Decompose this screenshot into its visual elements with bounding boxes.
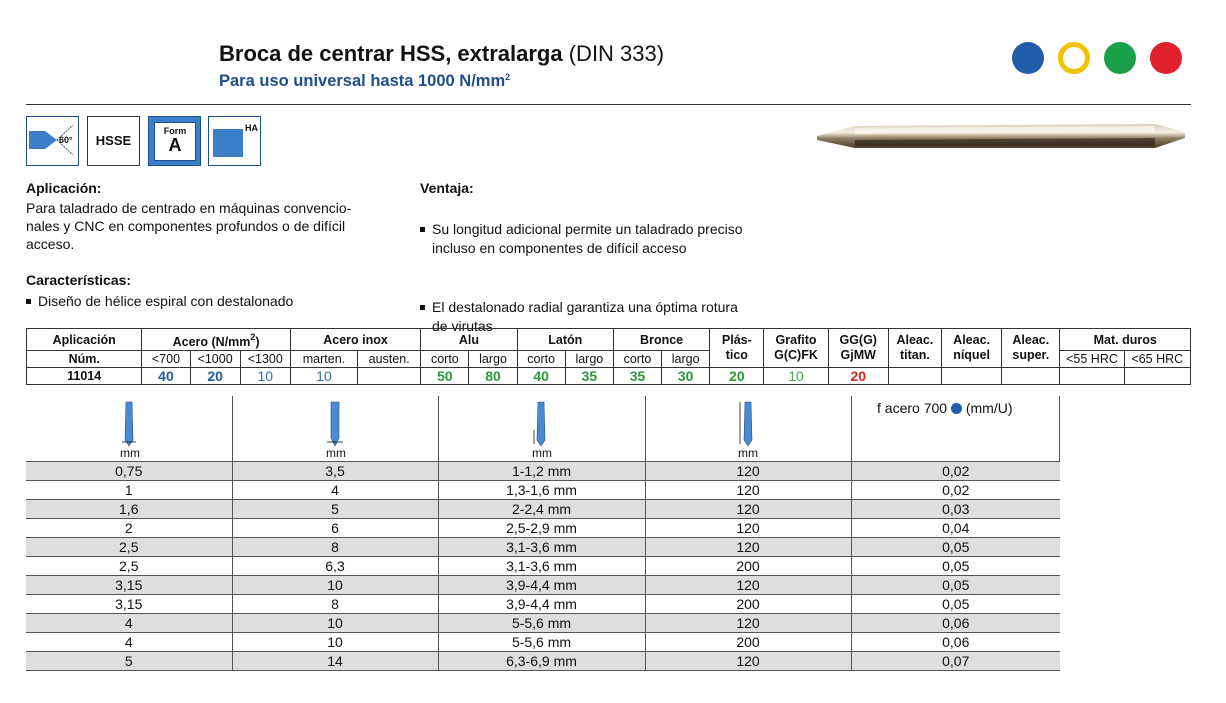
table-cell: 0,02 bbox=[851, 462, 1060, 481]
col-aplicacion: Aplicación bbox=[27, 329, 142, 351]
sub-1300: <1300 bbox=[240, 351, 290, 368]
sub-laton-corto: corto bbox=[517, 351, 565, 368]
sub-austen: austen. bbox=[358, 351, 421, 368]
drill-bit-image bbox=[815, 118, 1190, 170]
table-cell: 3,9-4,4 mm bbox=[438, 595, 645, 614]
col-bronce: Bronce bbox=[613, 329, 709, 351]
table-cell: 4 bbox=[26, 614, 232, 633]
super-l2: super. bbox=[1012, 348, 1050, 362]
table-cell: 3,15 bbox=[26, 595, 232, 614]
col-divider bbox=[645, 396, 646, 461]
val-austen bbox=[358, 368, 421, 385]
table-row bbox=[26, 481, 1060, 500]
table-cell: 3,15 bbox=[26, 576, 232, 595]
sub-alu-largo: largo bbox=[469, 351, 517, 368]
feed-unit: (mm/U) bbox=[965, 400, 1013, 416]
val-niquel bbox=[942, 368, 1002, 385]
val-grafito: 10 bbox=[764, 368, 828, 385]
table-cell: 1 bbox=[26, 481, 232, 500]
val-acero-1300: 10 bbox=[240, 368, 290, 385]
val-55hrc bbox=[1060, 368, 1124, 385]
table-row bbox=[26, 633, 1060, 652]
table-cell: 6,3-6,9 mm bbox=[438, 652, 645, 671]
advantage-heading: Ventaja: bbox=[420, 180, 474, 196]
table-row bbox=[26, 557, 1060, 576]
table-cell: 120 bbox=[645, 519, 851, 538]
application-table bbox=[26, 328, 1191, 385]
table-cell: 0,05 bbox=[851, 538, 1060, 557]
col-grafito bbox=[764, 329, 828, 368]
shank-label: HA bbox=[245, 123, 258, 133]
table-cell: 5 bbox=[232, 500, 438, 519]
table-row bbox=[26, 538, 1060, 557]
table-cell: 5-5,6 mm bbox=[438, 633, 645, 652]
grafito-l1: Grafito bbox=[775, 333, 817, 347]
table-cell: 0,03 bbox=[851, 500, 1060, 519]
acero-close: ) bbox=[255, 335, 260, 349]
table-cell: 8 bbox=[232, 538, 438, 557]
table-cell: 2-2,4 mm bbox=[438, 500, 645, 519]
table-cell: 1-1,2 mm bbox=[438, 462, 645, 481]
col-alu: Alu bbox=[421, 329, 517, 351]
sub-marten: marten. bbox=[290, 351, 357, 368]
sub-laton-largo: largo bbox=[565, 351, 613, 368]
drill-body-diameter-icon bbox=[324, 400, 346, 448]
col-divider bbox=[851, 396, 852, 461]
application-line: nales y CNC en componentes profundos o de difícil bbox=[26, 218, 346, 234]
grafito-l2: G(C)FK bbox=[774, 348, 818, 362]
col-titan bbox=[888, 329, 941, 368]
sub-55hrc: <55 HRC bbox=[1060, 351, 1124, 368]
val-laton-largo: 35 bbox=[565, 368, 613, 385]
table-cell: 2,5 bbox=[26, 557, 232, 576]
page-subtitle bbox=[219, 72, 510, 91]
feature-item: Diseño de hélice espiral con destalonado bbox=[26, 292, 1226, 311]
table-cell: 10 bbox=[232, 576, 438, 595]
table-cell: 120 bbox=[645, 500, 851, 519]
val-super bbox=[1002, 368, 1060, 385]
table-row bbox=[26, 614, 1060, 633]
niquel-l2: níquel bbox=[953, 348, 990, 362]
table-cell: 120 bbox=[645, 481, 851, 500]
table-row bbox=[26, 500, 1060, 519]
table-cell: 0,06 bbox=[851, 614, 1060, 633]
application-heading: Aplicación: bbox=[26, 180, 102, 196]
table-cell: 4 bbox=[232, 481, 438, 500]
val-acero-1000: 20 bbox=[190, 368, 240, 385]
form-letter: A bbox=[168, 135, 182, 155]
drill-tip-length-icon bbox=[530, 400, 552, 448]
titan-l2: titan. bbox=[899, 348, 930, 362]
table-cell: 3,9-4,4 mm bbox=[438, 576, 645, 595]
table-cell: 120 bbox=[645, 462, 851, 481]
subtitle-text: Para uso universal hasta 1000 N/mm bbox=[219, 72, 506, 90]
unit-mm: mm bbox=[738, 446, 758, 460]
table-cell: 0,06 bbox=[851, 633, 1060, 652]
table-cell: 0,05 bbox=[851, 557, 1060, 576]
row-num: 11014 bbox=[27, 368, 142, 385]
val-titan bbox=[888, 368, 941, 385]
red-dot-icon bbox=[1150, 42, 1182, 74]
gg-l2: GjMW bbox=[840, 348, 876, 362]
sub-bronce-largo: largo bbox=[662, 351, 710, 368]
table-cell: 4 bbox=[26, 633, 232, 652]
super-l1: Aleac. bbox=[1012, 333, 1050, 347]
col-duros: Mat. duros bbox=[1060, 329, 1191, 351]
blue-dot-icon bbox=[1012, 42, 1044, 74]
title-din: (DIN 333) bbox=[568, 41, 665, 66]
val-65hrc bbox=[1124, 368, 1190, 385]
application-text bbox=[26, 199, 406, 253]
val-acero-700: 40 bbox=[142, 368, 190, 385]
page-title bbox=[219, 41, 664, 67]
title-main: Broca de centrar HSS, extralarga bbox=[219, 41, 563, 66]
advantage-line: de virutas bbox=[432, 318, 493, 334]
val-alu-corto: 50 bbox=[421, 368, 469, 385]
drill-tip-diameter-icon bbox=[118, 400, 140, 448]
feed-label: f acero 700 bbox=[877, 400, 948, 416]
table-row bbox=[26, 576, 1060, 595]
hsse-icon bbox=[87, 116, 140, 166]
table-cell: 200 bbox=[645, 633, 851, 652]
val-marten: 10 bbox=[290, 368, 357, 385]
val-alu-largo: 80 bbox=[469, 368, 517, 385]
niquel-l1: Aleac. bbox=[953, 333, 991, 347]
header-divider bbox=[26, 104, 1191, 105]
val-gg: 20 bbox=[828, 368, 888, 385]
table-row bbox=[26, 519, 1060, 538]
application-line: Para taladrado de centrado en máquinas convencio- bbox=[26, 200, 352, 216]
col-acero bbox=[142, 329, 290, 351]
yellow-ring-icon bbox=[1058, 42, 1090, 74]
table-cell: 10 bbox=[232, 614, 438, 633]
form-label: Form bbox=[163, 126, 187, 136]
table-cell: 2,5-2,9 mm bbox=[438, 519, 645, 538]
table-cell: 0,02 bbox=[851, 481, 1060, 500]
application-line: acceso. bbox=[26, 236, 75, 252]
advantage-line: Su longitud adicional permite un taladrado preciso bbox=[432, 221, 743, 237]
table-cell: 1,3-1,6 mm bbox=[438, 481, 645, 500]
acero-label: Acero (N/mm bbox=[172, 335, 251, 349]
subtitle-sup: 2 bbox=[505, 72, 511, 82]
plastico-l2: tico bbox=[725, 348, 748, 362]
angle-label: 60° bbox=[59, 135, 73, 145]
features-heading: Características: bbox=[26, 272, 132, 288]
table-cell: 6 bbox=[232, 519, 438, 538]
sub-700: <700 bbox=[142, 351, 190, 368]
sub-alu-corto: corto bbox=[421, 351, 469, 368]
col-num: Núm. bbox=[27, 351, 142, 368]
table-cell: 200 bbox=[645, 557, 851, 576]
sub-65hrc: <65 HRC bbox=[1124, 351, 1190, 368]
table-cell: 6,3 bbox=[232, 557, 438, 576]
table-cell: 2,5 bbox=[26, 538, 232, 557]
table-cell: 2 bbox=[26, 519, 232, 538]
steel-blue-dot-icon bbox=[951, 403, 962, 414]
acero-sup: 2 bbox=[250, 332, 256, 342]
advantage-line: El destalonado radial garantiza una óptima rotura bbox=[432, 299, 738, 315]
col-niquel bbox=[942, 329, 1002, 368]
form-a-icon bbox=[148, 116, 201, 166]
table-cell: 0,05 bbox=[851, 576, 1060, 595]
col-plastico bbox=[710, 329, 764, 368]
col-inox: Acero inox bbox=[290, 329, 420, 351]
col-gg bbox=[828, 329, 888, 368]
table-cell: 5-5,6 mm bbox=[438, 614, 645, 633]
table-cell: 120 bbox=[645, 576, 851, 595]
gg-l1: GG(G) bbox=[839, 333, 877, 347]
drill-total-length-icon bbox=[736, 400, 758, 448]
val-plastico: 20 bbox=[710, 368, 764, 385]
sub-bronce-corto: corto bbox=[613, 351, 661, 368]
col-divider bbox=[438, 396, 439, 461]
shank-ha-icon bbox=[208, 116, 261, 166]
table-cell: 1,6 bbox=[26, 500, 232, 519]
table-cell: 200 bbox=[645, 595, 851, 614]
val-bronce-corto: 35 bbox=[613, 368, 661, 385]
plastico-l1: Plás- bbox=[721, 333, 752, 347]
green-dot-icon bbox=[1104, 42, 1136, 74]
unit-mm: mm bbox=[326, 446, 346, 460]
table-cell: 0,05 bbox=[851, 595, 1060, 614]
table-cell: 120 bbox=[645, 652, 851, 671]
table-cell: 0,04 bbox=[851, 519, 1060, 538]
table-row bbox=[26, 462, 1060, 481]
angle-60-icon bbox=[26, 116, 79, 166]
table-row bbox=[26, 652, 1060, 671]
table-cell: 0,75 bbox=[26, 462, 232, 481]
val-bronce-largo: 30 bbox=[662, 368, 710, 385]
table-row bbox=[26, 595, 1060, 614]
hsse-label: HSSE bbox=[95, 133, 132, 148]
col-super bbox=[1002, 329, 1060, 368]
table-cell: 3,1-3,6 mm bbox=[438, 538, 645, 557]
col-divider bbox=[1059, 396, 1060, 461]
table-cell: 120 bbox=[645, 614, 851, 633]
table-cell: 120 bbox=[645, 538, 851, 557]
table-cell: 10 bbox=[232, 633, 438, 652]
val-laton-corto: 40 bbox=[517, 368, 565, 385]
advantage-line: incluso en componentes de difícil acceso bbox=[432, 240, 687, 256]
col-laton: Latón bbox=[517, 329, 613, 351]
unit-mm: mm bbox=[532, 446, 552, 460]
table-cell: 5 bbox=[26, 652, 232, 671]
unit-mm: mm bbox=[120, 446, 140, 460]
table-cell: 3,5 bbox=[232, 462, 438, 481]
sub-1000: <1000 bbox=[190, 351, 240, 368]
table-cell: 0,07 bbox=[851, 652, 1060, 671]
spec-table bbox=[26, 461, 1060, 671]
table-cell: 14 bbox=[232, 652, 438, 671]
col-divider bbox=[232, 396, 233, 461]
feed-header bbox=[877, 400, 1013, 416]
table-cell: 8 bbox=[232, 595, 438, 614]
table-cell: 3,1-3,6 mm bbox=[438, 557, 645, 576]
titan-l1: Aleac. bbox=[896, 333, 934, 347]
advantage-item bbox=[420, 220, 1226, 258]
